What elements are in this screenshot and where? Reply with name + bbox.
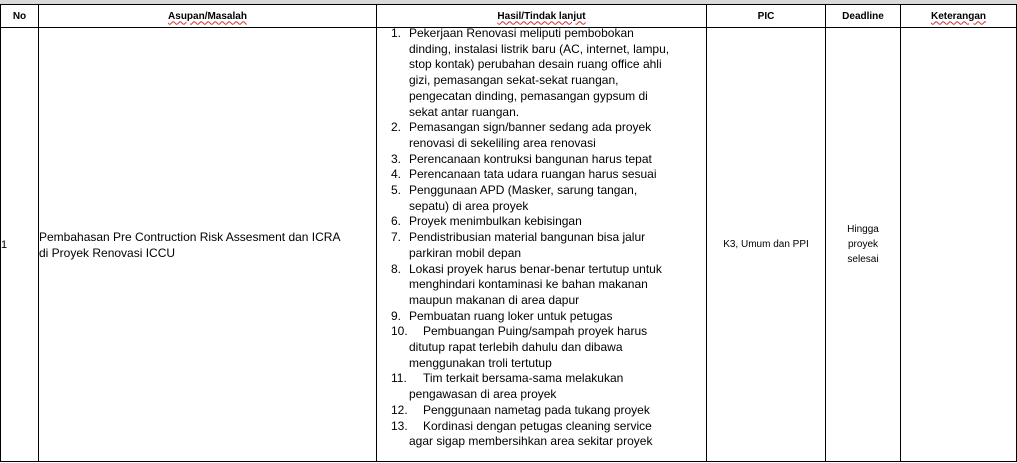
deadline-cell xyxy=(826,28,901,462)
list-item-line: sekat antar ruangan. xyxy=(409,104,520,119)
list-item xyxy=(377,214,694,230)
list-item xyxy=(377,120,694,151)
list-item-number: 9. xyxy=(391,308,402,323)
deadline-line: selesai xyxy=(847,254,879,265)
list-item-number: 5. xyxy=(391,183,402,198)
list-item-number: 13. xyxy=(391,418,408,433)
list-item-line: Perencanaan kontruksi bangunan harus tepat xyxy=(409,151,652,166)
list-item-line: Penggunaan APD (Masker, sarung tangan, xyxy=(409,183,638,198)
topic-cell xyxy=(39,28,377,462)
list-item-line: Perencanaan tata udara ruangan harus sesuai xyxy=(409,167,657,182)
list-item xyxy=(377,371,694,402)
list-item xyxy=(377,183,694,214)
list-item-line: pengawasan di area proyek xyxy=(409,387,557,402)
list-item-line: parkiran mobil depan xyxy=(409,245,522,260)
list-item xyxy=(377,230,694,261)
list-item-line: gizi, pemasangan sekat-sekat ruangan, xyxy=(409,73,619,88)
header-topic: Asupan/Masalah xyxy=(39,5,377,28)
list-item-line: ditutup rapat terlebih dahulu dan dibawa xyxy=(409,340,623,355)
list-item xyxy=(377,403,694,419)
list-item-number: 6. xyxy=(391,214,402,229)
list-item-number: 4. xyxy=(391,167,402,182)
header-deadline: Deadline xyxy=(826,5,901,28)
list-item-number: 12. xyxy=(391,402,408,417)
list-item-line: Pekerjaan Renovasi meliputi pembobokan xyxy=(409,28,634,40)
list-item xyxy=(377,28,694,120)
list-item-line: stop kontak) perubahan desain ruang office ahli xyxy=(409,57,662,72)
list-item-line: menghindari kontaminasi ke bahan makanan xyxy=(409,277,648,292)
list-item-number: 1. xyxy=(391,28,402,40)
list-item-line: dinding, instalasi listrik baru (AC, internet, lampu, xyxy=(409,41,670,56)
row-number: 1 xyxy=(1,28,39,462)
list-item-line: pengecatan dinding, pemasangan gypsum di xyxy=(409,88,648,103)
header-row xyxy=(1,5,1017,28)
list-item xyxy=(377,419,694,450)
pic-cell: K3, Umum dan PPI xyxy=(707,28,826,462)
topic-line: Pembahasan Pre Contruction Risk Assesment dan ICRA xyxy=(39,229,341,244)
header-note: Keterangan xyxy=(901,5,1017,28)
list-item-number: 8. xyxy=(391,261,402,276)
list-item-line: Proyek menimbulkan kebisingan xyxy=(409,214,582,229)
list-item-line: Pembuangan Puing/sampah proyek harus xyxy=(423,324,648,339)
header-no: No xyxy=(1,5,39,28)
note-cell xyxy=(901,28,1017,462)
list-item-line: Pemasangan sign/banner sedang ada proyek xyxy=(409,120,652,135)
table-row xyxy=(1,28,1017,462)
list-item-line: Pendistribusian material bangunan bisa jalur xyxy=(409,230,646,245)
list-item xyxy=(377,324,694,371)
list-item-line: Kordinasi dengan petugas cleaning service xyxy=(423,418,652,433)
list-item xyxy=(377,152,694,168)
list-item-number: 11. xyxy=(391,371,407,386)
list-item-line: menggunakan troli tertutup xyxy=(409,355,552,370)
list-item xyxy=(377,262,694,309)
list-item-number: 2. xyxy=(391,120,402,135)
list-item-line: Lokasi proyek harus benar-benar tertutup untuk xyxy=(409,261,662,276)
minutes-table xyxy=(0,4,1017,462)
list-item-line: Penggunaan nametag pada tukang proyek xyxy=(423,402,650,417)
list-item-number: 10. xyxy=(391,324,408,339)
deadline-line: proyek xyxy=(847,239,878,250)
list-item-line: maupun makanan di area dapur xyxy=(409,292,580,307)
list-item-line: Pembuatan ruang loker untuk petugas xyxy=(409,308,613,323)
topic-line: di Proyek Renovasi ICCU xyxy=(39,245,176,260)
list-item xyxy=(377,167,694,183)
list-item xyxy=(377,309,694,325)
result-cell xyxy=(377,28,707,462)
header-pic: PIC xyxy=(707,5,826,28)
result-list xyxy=(377,28,706,450)
list-item-number: 3. xyxy=(391,151,402,166)
list-item-line: renovasi di sekeliling area renovasi xyxy=(409,135,596,150)
list-item-line: Tim terkait bersama-sama melakukan xyxy=(423,371,624,386)
header-result: Hasil/Tindak lanjut xyxy=(377,5,707,28)
list-item-line: sepatu) di area proyek xyxy=(409,198,529,213)
deadline-line: Hingga xyxy=(847,224,879,235)
list-item-number: 7. xyxy=(391,230,402,245)
list-item-line: agar sigap membersihkan area sekitar proyek xyxy=(409,434,653,449)
